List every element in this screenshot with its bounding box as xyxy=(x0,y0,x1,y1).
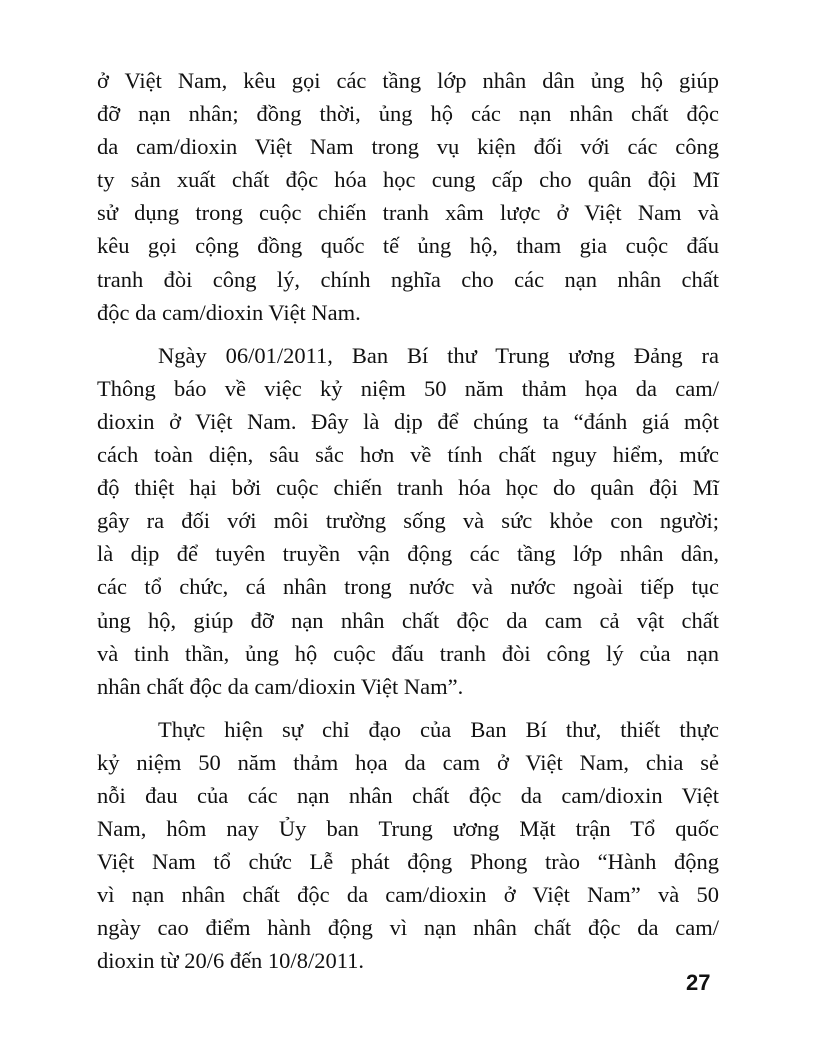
text-line: ngày cao điểm hành động vì nạn nhân chất độc da cam/ xyxy=(97,915,719,941)
text-line: vì nạn nhân chất độc da cam/dioxin ở Việt Nam” và 50 xyxy=(97,882,719,908)
text-line: các tổ chức, cá nhân trong nước và nước ngoài tiếp tục xyxy=(97,574,719,600)
text-line: là dịp để tuyên truyền vận động các tầng lớp nhân dân, xyxy=(97,541,719,567)
text-line: cách toàn diện, sâu sắc hơn về tính chất nguy hiểm, mức xyxy=(97,442,719,468)
text-line: sử dụng trong cuộc chiến tranh xâm lược ở Việt Nam và xyxy=(97,200,719,226)
text-line: Thông báo về việc kỷ niệm 50 năm thảm họa da cam/ xyxy=(97,375,719,401)
text-line: Ngày 06/01/2011, Ban Bí thư Trung ương Đảng ra xyxy=(158,342,719,368)
paragraph xyxy=(97,713,719,978)
text-line: Thực hiện sự chỉ đạo của Ban Bí thư, thiết thực xyxy=(158,716,719,742)
paragraph xyxy=(97,339,719,703)
text-line: ở Việt Nam, kêu gọi các tầng lớp nhân dân ủng hộ giúp xyxy=(97,68,719,93)
text-line: Nam, hôm nay Ủy ban Trung ương Mặt trận Tổ quốc xyxy=(97,816,719,842)
text-line: và tinh thần, ủng hộ cuộc đấu tranh đòi công lý của nạn xyxy=(97,640,719,666)
text-line: độ thiệt hại bởi cuộc chiến tranh hóa học do quân đội Mĩ xyxy=(97,475,719,501)
text-line: nỗi đau của các nạn nhân chất độc da cam/dioxin Việt xyxy=(97,782,719,808)
text-line: kỷ niệm 50 năm thảm họa da cam ở Việt Nam, chia sẻ xyxy=(97,749,719,775)
body-text xyxy=(97,64,719,988)
paragraph xyxy=(97,64,719,329)
text-line: độc da cam/dioxin Việt Nam. xyxy=(97,299,361,325)
text-line: da cam/dioxin Việt Nam trong vụ kiện đối với các công xyxy=(97,134,719,160)
text-line: ủng hộ, giúp đỡ nạn nhân chất độc da cam cả vật chất xyxy=(97,607,719,633)
text-line: ty sản xuất chất độc hóa học cung cấp cho quân đội Mĩ xyxy=(97,167,719,193)
page-number: 27 xyxy=(686,970,711,995)
text-line: tranh đòi công lý, chính nghĩa cho các nạn nhân chất xyxy=(97,266,719,292)
text-line: Việt Nam tổ chức Lễ phát động Phong trào “Hành động xyxy=(97,849,719,875)
text-line: kêu gọi cộng đồng quốc tế ủng hộ, tham gia cuộc đấu xyxy=(97,233,719,259)
text-line: nhân chất độc da cam/dioxin Việt Nam”. xyxy=(97,673,464,699)
text-line: đỡ nạn nhân; đồng thời, ủng hộ các nạn nhân chất độc xyxy=(97,101,719,127)
text-line: dioxin từ 20/6 đến 10/8/2011. xyxy=(97,948,364,974)
text-line: dioxin ở Việt Nam. Đây là dịp để chúng ta “đánh giá một xyxy=(97,408,719,434)
text-line: gây ra đối với môi trường sống và sức khỏe con người; xyxy=(97,508,719,534)
